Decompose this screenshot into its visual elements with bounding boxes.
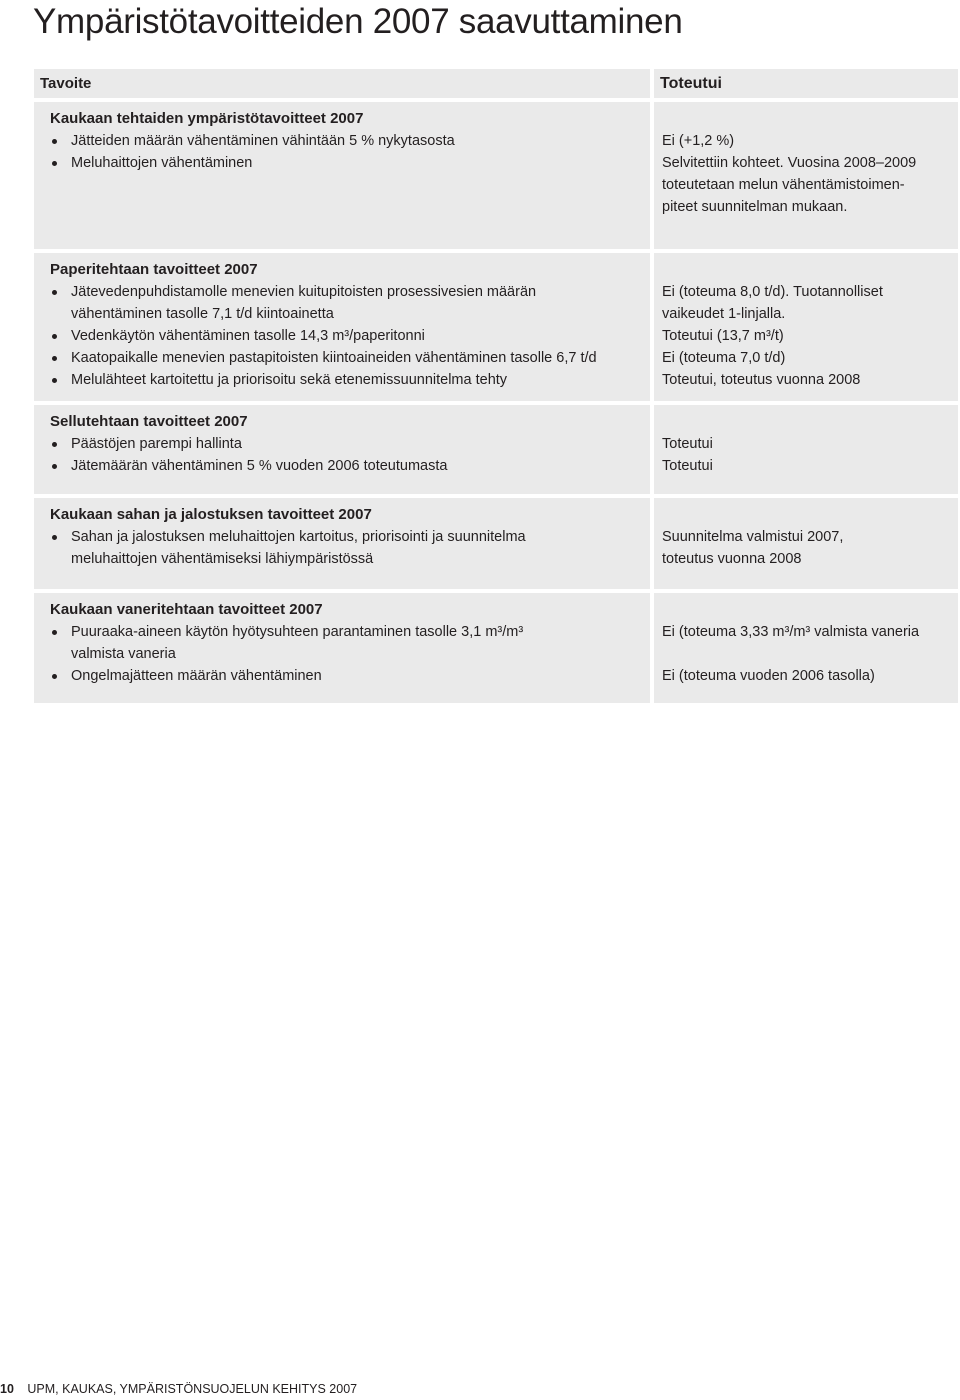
result-line: Toteutui <box>662 436 713 452</box>
list-item: Jätemäärän vähentäminen 5 % vuoden 2006 toteutumasta <box>50 455 642 477</box>
list-item: Ongelmajätteen määrän vähentäminen <box>50 665 642 687</box>
section-paper-mill-result <box>654 253 958 401</box>
section-pulp-mill-goals <box>34 405 650 494</box>
section-paper-mill-goals <box>34 253 650 401</box>
section-title: Sellutehtaan tavoitteet 2007 <box>50 413 248 430</box>
section-factories-goals <box>34 102 650 249</box>
section-title: Kaukaan sahan ja jalostuksen tavoitteet 2007 <box>50 506 372 523</box>
section-sawmill-goals <box>34 498 650 589</box>
section-title: Paperitehtaan tavoitteet 2007 <box>50 261 258 278</box>
goal-list <box>50 130 642 174</box>
list-item: Puuraaka-aineen käytön hyötysuhteen parantaminen tasolle 3,1 m³/m³ valmista vaneria <box>50 621 642 665</box>
result-line: toteutetaan melun vähentämistoimen- <box>662 177 905 193</box>
column-header-goal: Tavoite <box>34 69 650 98</box>
result-line: Ei (toteuma vuoden 2006 tasolla) <box>662 668 875 684</box>
result-line: piteet suunnitelman mukaan. <box>662 199 848 215</box>
section-title: Kaukaan vaneritehtaan tavoitteet 2007 <box>50 601 323 618</box>
list-item: Meluhaittojen vähentäminen <box>50 152 642 174</box>
page-number: 10 <box>0 1382 14 1396</box>
result-line: Ei (+1,2 %) <box>662 133 735 149</box>
goal-list <box>50 526 642 570</box>
result-line: Selvitettiin kohteet. Vuosina 2008–2009 <box>662 155 917 171</box>
result-line: Ei (toteuma 7,0 t/d) <box>662 350 786 366</box>
goal-list <box>50 433 642 477</box>
footer-text: UPM, KAUKAS, YMPÄRISTÖNSUOJELUN KEHITYS 2007 <box>27 1382 358 1396</box>
list-item: Jätevedenpuhdistamolle menevien kuitupitoisten prosessivesien määrän vähentäminen tasolle 7,1 t/d kiintoainetta <box>50 281 642 325</box>
section-plywood-mill-result <box>654 593 958 703</box>
goal-list <box>50 621 642 687</box>
page-footer <box>0 1382 357 1396</box>
section-title: Kaukaan tehtaiden ympäristötavoitteet 2007 <box>50 110 364 127</box>
section-sawmill-result <box>654 498 958 589</box>
list-item: Sahan ja jalostuksen meluhaittojen kartoitus, priorisointi ja suunnitelma meluhaittojen vähentämiseksi lähiympäristössä <box>50 526 642 570</box>
result-line: vaikeudet 1-linjalla. <box>662 306 786 322</box>
list-item: Vedenkäytön vähentäminen tasolle 14,3 m³/paperitonni <box>50 325 642 347</box>
section-factories-result <box>654 102 958 249</box>
section-plywood-mill-goals <box>34 593 650 703</box>
result-line: Toteutui, toteutus vuonna 2008 <box>662 372 861 388</box>
list-item: Jätteiden määrän vähentäminen vähintään 5 % nykytasosta <box>50 130 642 152</box>
goals-table <box>34 69 958 703</box>
goal-list <box>50 281 642 391</box>
column-header-result: Toteutui <box>654 69 958 98</box>
result-line: Toteutui <box>662 458 713 474</box>
section-pulp-mill-result <box>654 405 958 494</box>
result-line: Toteutui (13,7 m³/t) <box>662 328 784 344</box>
result-line: Suunnitelma valmistui 2007, <box>662 529 844 545</box>
result-line: Ei (toteuma 3,33 m³/m³ valmista vaneria <box>662 624 920 640</box>
page-title: Ympäristötavoitteiden 2007 saavuttaminen <box>33 2 683 41</box>
list-item: Päästöjen parempi hallinta <box>50 433 642 455</box>
list-item: Melulähteet kartoitettu ja priorisoitu sekä etenemissuunnitelma tehty <box>50 369 642 391</box>
result-line: toteutus vuonna 2008 <box>662 551 802 567</box>
result-line: Ei (toteuma 8,0 t/d). Tuotannolliset <box>662 284 883 300</box>
list-item: Kaatopaikalle menevien pastapitoisten kiintoaineiden vähentäminen tasolle 6,7 t/d <box>50 347 642 369</box>
